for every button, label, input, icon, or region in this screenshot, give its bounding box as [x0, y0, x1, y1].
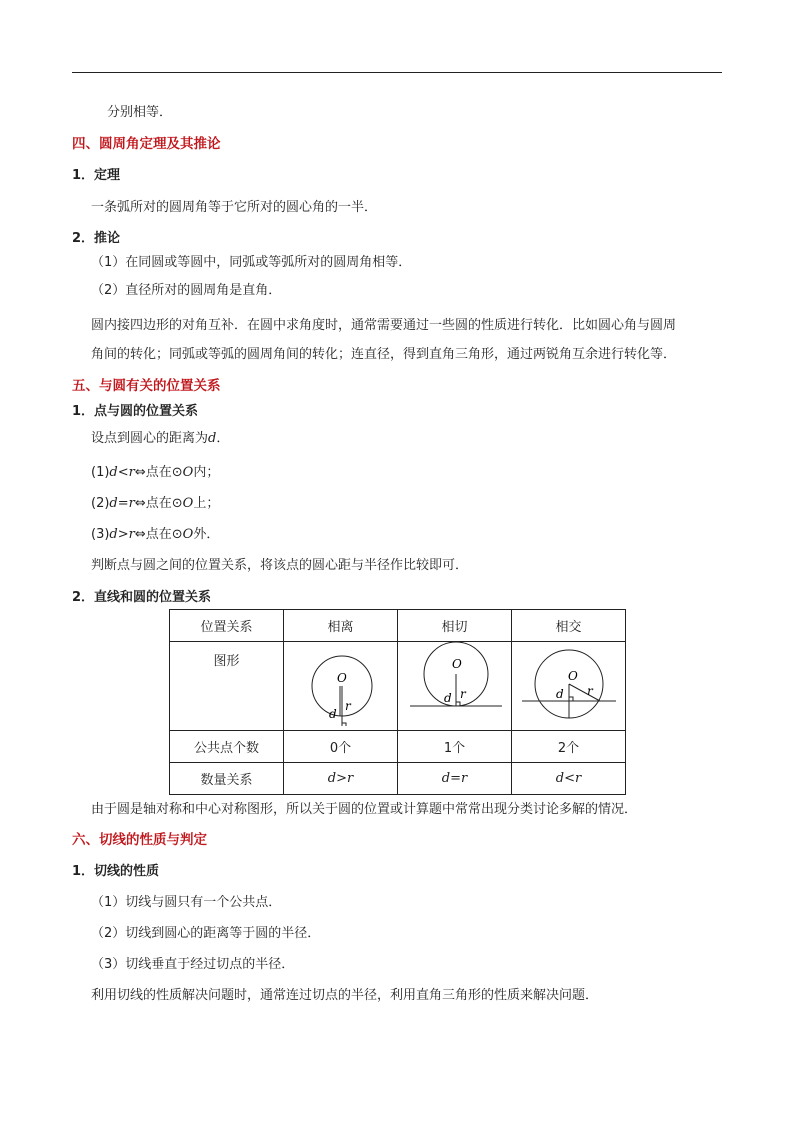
diagram-intersect — [512, 642, 625, 726]
table-row-label: 公共点个数 — [170, 731, 284, 763]
figure-separate-cell — [284, 642, 398, 731]
tangent-property-2: （2）切线到圆心的距离等于圆的半径． — [91, 926, 321, 941]
label-r: r — [460, 687, 466, 701]
figure-tangent-cell — [398, 642, 512, 731]
point-circle-summary: 判断点与圆之间的位置关系，将该点的圆心距与半径作比较即可． — [91, 558, 469, 573]
table-row-label: 数量关系 — [170, 763, 284, 795]
table-cell: d>r — [284, 763, 398, 795]
paragraph-line-1: 圆内接四边形的对角互补．在圆中求角度时，通常需要通过一些圆的性质进行转化．比如圆心角与圆周 — [91, 318, 677, 333]
paragraph-line-2: 角间的转化；同弧或等弧的圆周角间的转化；连直径，得到直角三角形，通过两锐角互余进行转化等． — [91, 347, 677, 362]
label-r: r — [587, 684, 593, 698]
table-header-cell: 位置关系 — [170, 610, 284, 642]
label-d: d — [329, 707, 337, 721]
figure-intersect-cell — [512, 642, 626, 731]
paragraph-continuation: 分别相等． — [107, 105, 173, 120]
tangent-property-1: （1）切线与圆只有一个公共点． — [91, 895, 282, 910]
corollary-1: （1）在同圆或等圆中，同弧或等弧所对的圆周角相等． — [91, 255, 412, 270]
table-cell: d=r — [398, 763, 512, 795]
diagram-separate — [284, 642, 397, 726]
subheading-tangent-properties: 1．切线的性质 — [72, 864, 160, 879]
header-rule — [72, 72, 722, 73]
table-header-cell: 相切 — [398, 610, 512, 642]
case-outside: (3)d>r⇔点在⊙O外． — [91, 527, 220, 542]
corollary-2: （2）直径所对的圆周角是直角． — [91, 283, 282, 298]
table-cell: 2个 — [512, 731, 626, 763]
section-heading-6: 六、切线的性质与判定 — [72, 832, 207, 848]
subheading-line-circle: 2．直线和圆的位置关系 — [72, 590, 212, 605]
table-header-cell: 相交 — [512, 610, 626, 642]
var-d: d — [208, 431, 217, 446]
figure-label-cell: 图形 — [170, 642, 284, 731]
diagram-tangent — [398, 642, 511, 726]
table-cell: 0个 — [284, 731, 398, 763]
right-angle-mark — [569, 697, 573, 701]
tangent-summary: 利用切线的性质解决问题时，通常连过切点的半径，利用直角三角形的性质来解决问题． — [91, 988, 599, 1003]
table-note: 由于圆是轴对称和中心对称图形，所以关于圆的位置或计算题中常常出现分类讨论多解的情况． — [91, 802, 638, 817]
label-o: O — [337, 671, 347, 685]
tangent-property-3: （3）切线垂直于经过切点的半径． — [91, 957, 295, 972]
label-d: d — [444, 691, 452, 705]
radius-segment — [569, 684, 600, 701]
subheading-corollary: 2．推论 — [72, 231, 121, 246]
subheading-point-circle: 1．点与圆的位置关系 — [72, 404, 199, 419]
label-r: r — [345, 699, 351, 713]
right-angle-mark — [342, 723, 346, 726]
table-cell: d<r — [512, 763, 626, 795]
subheading-theorem: 1．定理 — [72, 168, 121, 183]
section-heading-4: 四、圆周角定理及其推论 — [72, 136, 221, 152]
label-o: O — [568, 669, 578, 683]
distance-definition: 设点到圆心的距离为d． — [91, 431, 230, 446]
table-header-cell: 相离 — [284, 610, 398, 642]
line-circle-table — [169, 609, 626, 795]
section-heading-5: 五、与圆有关的位置关系 — [72, 378, 221, 394]
table-cell: 1个 — [398, 731, 512, 763]
theorem-text: 一条弧所对的圆周角等于它所对的圆心角的一半． — [91, 200, 378, 215]
case-on: (2)d=r⇔点在⊙O上； — [91, 496, 220, 511]
label-o: O — [452, 657, 462, 671]
case-inside: (1)d<r⇔点在⊙O内； — [91, 465, 220, 480]
label-d: d — [556, 687, 564, 701]
